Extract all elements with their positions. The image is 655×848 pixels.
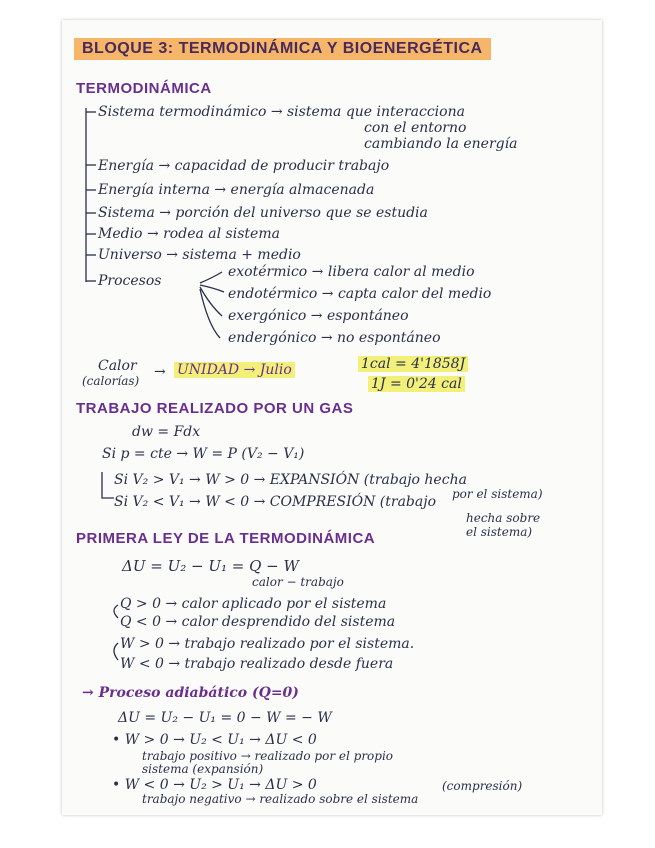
- adiabatico-w-negativo-line2: trabajo negativo → realizado sobre el sistema: [142, 792, 419, 806]
- primera-ley-formula: ΔU = U₂ − U₁ = Q − W: [122, 557, 299, 575]
- w-positivo: W > 0 → trabajo realizado por el sistema.: [120, 636, 415, 652]
- q-positivo: Q > 0 → calor aplicado por el sistema: [120, 596, 387, 612]
- item-sistema-termodinamico-line2: con el entorno: [364, 120, 467, 136]
- proceso-exergonico: exergónico → espontáneo: [228, 308, 409, 324]
- unidad-julio-text: UNIDAD → Julio: [174, 362, 295, 378]
- trabajo-expansion: Si V₂ > V₁ → W > 0 → EXPANSIÓN (trabajo hecha: [114, 472, 467, 488]
- proceso-endotermico: endotérmico → capta calor del medio: [228, 286, 492, 302]
- proceso-endergonico: endergónico → no espontáneo: [228, 330, 441, 346]
- equivalencia-j-cal-text: 1J = 0'24 cal: [368, 376, 465, 392]
- heading-termodinamica: TERMODINÁMICA: [76, 80, 212, 97]
- item-universo: Universo → sistema + medio: [98, 247, 301, 263]
- adiabatico-w-negativo-line3: (compresión): [442, 779, 523, 793]
- page-title: BLOQUE 3: TERMODINÁMICA Y BIOENERGÉTICA: [74, 38, 491, 60]
- item-energia: Energía → capacidad de producir trabajo: [98, 158, 390, 174]
- q-negativo: Q < 0 → calor desprendido del sistema: [120, 614, 396, 630]
- item-sistema-termodinamico: Sistema termodinámico → sistema que interacciona: [98, 104, 465, 120]
- trabajo-compresion: Si V₂ < V₁ → W < 0 → COMPRESIÓN (trabajo: [114, 494, 436, 510]
- equivalencia-cal-j-text: 1cal = 4'1858J: [358, 356, 468, 372]
- adiabatico-w-positivo: • W > 0 → U₂ < U₁ → ΔU < 0: [112, 732, 317, 748]
- adiabatico-w-positivo-line3: sistema (expansión): [142, 762, 264, 776]
- adiabatico-w-positivo-line2: trabajo positivo → realizado por el propio: [142, 749, 394, 763]
- heading-trabajo-gas: TRABAJO REALIZADO POR UN GAS: [76, 400, 354, 417]
- item-sistema-termodinamico-line3: cambiando la energía: [364, 136, 518, 152]
- adiabatico-w-negativo: • W < 0 → U₂ > U₁ → ΔU > 0: [112, 777, 317, 793]
- item-energia-interna: Energía interna → energía almacenada: [98, 182, 375, 198]
- item-sistema: Sistema → porción del universo que se estudia: [98, 205, 428, 221]
- item-medio: Medio → rodea al sistema: [98, 226, 280, 242]
- trabajo-expansion-line2: por el sistema): [452, 487, 543, 501]
- w-negativo: W < 0 → trabajo realizado desde fuera: [120, 656, 394, 672]
- equivalencia-j-cal: [368, 376, 465, 392]
- adiabatico-formula: ΔU = U₂ − U₁ = 0 − W = − W: [118, 710, 332, 726]
- primera-ley-formula-sub: calor − trabajo: [252, 575, 344, 589]
- unidad-julio: [174, 362, 295, 378]
- calor-arrow: →: [154, 364, 166, 380]
- item-procesos: Procesos: [98, 273, 162, 289]
- trabajo-p-cte: Si p = cte → W = P (V₂ − V₁): [102, 446, 305, 462]
- equivalencia-cal-j: [358, 356, 468, 372]
- heading-primera-ley: PRIMERA LEY DE LA TERMODINÁMICA: [76, 530, 376, 547]
- notebook-page: [62, 20, 602, 815]
- heading-proceso-adiabatico: → Proceso adiabático (Q=0): [82, 685, 299, 701]
- proceso-exotermico: exotérmico → libera calor al medio: [228, 264, 475, 280]
- calorias-label: (calorías): [82, 374, 140, 388]
- trabajo-compresion-line2: hecha sobre: [466, 511, 541, 525]
- trabajo-dw: dw = Fdx: [132, 424, 201, 440]
- trabajo-compresion-line3: el sistema): [466, 525, 533, 539]
- calor-label: Calor: [98, 358, 137, 374]
